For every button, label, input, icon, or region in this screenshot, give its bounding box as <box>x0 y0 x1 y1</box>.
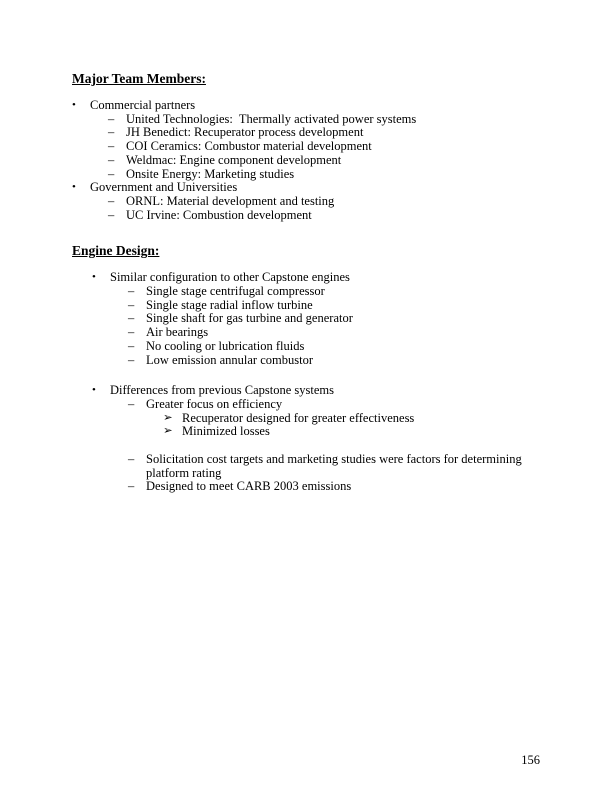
dash-marker-icon: – <box>128 338 135 353</box>
bullet-marker-icon: • <box>72 99 76 111</box>
list-item-text: ORNL: Material development and testing <box>126 193 335 208</box>
list-block <box>0 384 612 439</box>
list-item-text: Solicitation cost targets and marketing studies were factors for determining platform rating <box>146 452 525 480</box>
bullet-marker-icon: • <box>92 384 96 397</box>
list-item <box>0 354 612 368</box>
list-item-text: Low emission annular combustor <box>146 352 313 367</box>
list-item-text: COI Ceramics: Combustor material development <box>126 139 372 154</box>
page-number: 156 <box>521 753 540 767</box>
list-item-text: Government and Universities <box>90 180 238 195</box>
list-item <box>0 181 612 195</box>
list-item-text: Single stage radial inflow turbine <box>146 297 313 312</box>
list-item-text: Designed to meet CARB 2003 emissions <box>146 479 352 494</box>
list-item-text: Minimized losses <box>182 424 270 439</box>
dash-marker-icon: – <box>128 297 135 312</box>
list-item-text: Single shaft for gas turbine and generator <box>146 311 353 326</box>
list-item-text: Greater focus on efficiency <box>146 396 283 411</box>
list-item <box>0 425 612 439</box>
dash-marker-icon: – <box>128 284 135 299</box>
list-item <box>0 126 612 140</box>
arrow-marker-icon: ➢ <box>163 425 173 438</box>
list-item-text: Air bearings <box>146 325 209 340</box>
dash-marker-icon: – <box>128 352 135 367</box>
list-item-text: Single stage centrifugal compressor <box>146 284 325 299</box>
dash-marker-icon: – <box>108 193 115 208</box>
list-item <box>0 299 612 313</box>
dash-marker-icon: – <box>108 111 115 126</box>
dash-marker-icon: – <box>108 152 115 167</box>
dash-marker-icon: – <box>128 311 135 326</box>
list-item-text: Recuperator designed for greater effectiveness <box>182 410 415 425</box>
list-block <box>0 99 612 222</box>
dash-marker-icon: – <box>128 325 135 340</box>
list-block <box>0 271 612 367</box>
list-item-text: Onsite Energy: Marketing studies <box>126 166 295 181</box>
list-item <box>0 398 612 412</box>
list-item <box>0 412 612 426</box>
bullet-marker-icon: • <box>92 271 96 284</box>
arrow-marker-icon: ➢ <box>163 411 173 424</box>
list-item-text: Differences from previous Capstone systems <box>110 383 335 398</box>
bullet-marker-icon: • <box>72 181 76 194</box>
dash-marker-icon: – <box>108 166 115 181</box>
list-item-text: United Technologies: Thermally activated power systems <box>126 111 417 126</box>
list-item <box>0 113 612 127</box>
dash-marker-icon: – <box>128 452 135 467</box>
list-item <box>0 453 612 480</box>
list-item <box>0 326 612 340</box>
list-item <box>0 384 612 398</box>
list-item <box>0 480 612 494</box>
list-item <box>0 140 612 154</box>
list-item-text: UC Irvine: Combustion development <box>126 207 312 222</box>
list-block <box>0 453 612 494</box>
dash-marker-icon: – <box>108 125 115 140</box>
list-item-text: Similar configuration to other Capstone engines <box>110 270 350 285</box>
list-item <box>0 195 612 209</box>
document-content <box>0 71 612 494</box>
list-item <box>0 271 612 285</box>
dash-marker-icon: – <box>108 207 115 222</box>
list-item <box>0 209 612 223</box>
list-item <box>0 99 612 113</box>
list-item-text: Commercial partners <box>90 98 196 112</box>
list-item-text: No cooling or lubrication fluids <box>146 338 305 353</box>
list-item-text: JH Benedict: Recuperator process development <box>126 125 364 140</box>
list-item <box>0 312 612 326</box>
section-heading: Engine Design: <box>72 243 160 259</box>
section-heading: Major Team Members: <box>72 71 206 86</box>
list-item <box>0 154 612 168</box>
list-item <box>0 285 612 299</box>
dash-marker-icon: – <box>128 396 135 411</box>
list-item-text: Weldmac: Engine component development <box>126 152 342 167</box>
dash-marker-icon: – <box>128 479 135 494</box>
list-item <box>0 168 612 182</box>
list-item <box>0 340 612 354</box>
dash-marker-icon: – <box>108 139 115 154</box>
